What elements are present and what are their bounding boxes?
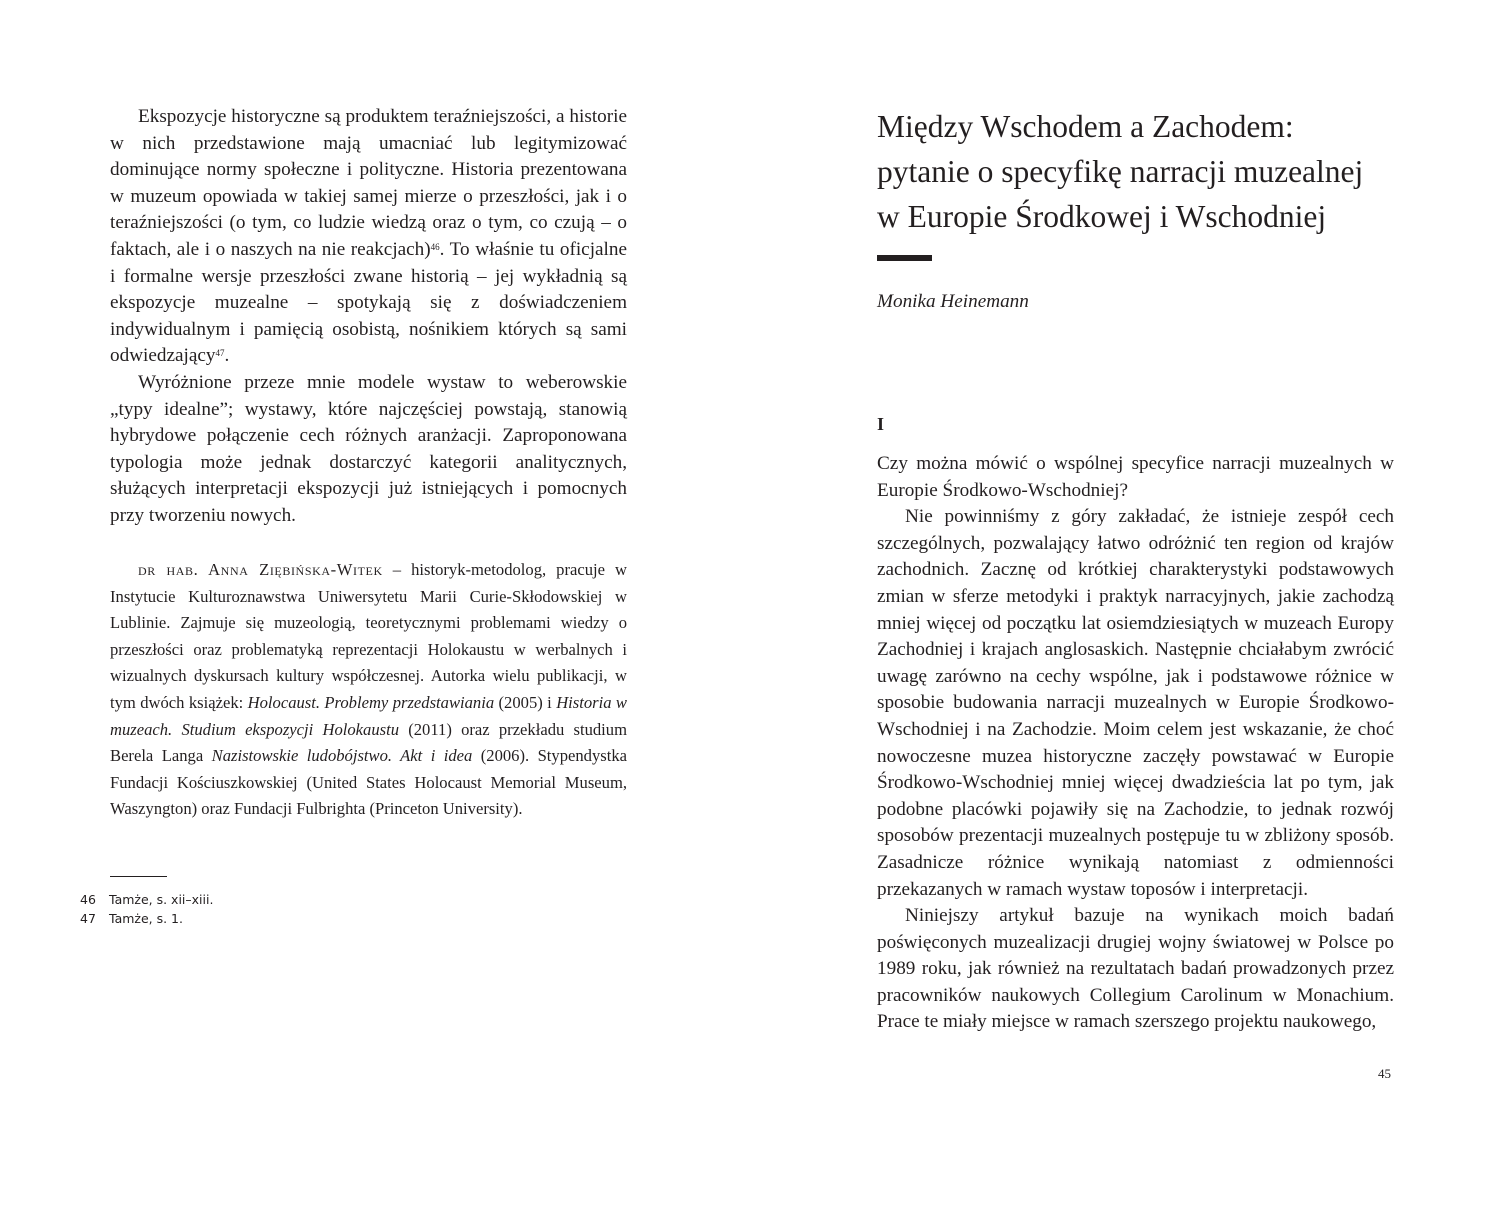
left-paragraph-2: Wyróżnione przeze mnie modele wystaw to weberowskie „typy idealne”; wystawy, które najczęściej powstają, stanowią hybrydowe połączenie cech różnych aranżacji. Zaproponowana typologia może jednak dostarczyć kategorii analitycznych, służących interpretacji ekspozycji już istniejących i pomocnych przy tworzeniu nowych. — [110, 371, 627, 526]
footnote-ref-46[interactable]: 46 — [430, 241, 440, 252]
title-rule — [877, 255, 932, 261]
left-paragraph-1 — [110, 104, 627, 370]
footnote-separator — [110, 876, 167, 877]
chapter-title-line-3: w Europie Środkowej i Wschodniej — [877, 199, 1327, 234]
footnote-47 — [80, 909, 580, 928]
bio-text-2: (2005) i — [494, 692, 557, 712]
footnote-ref-47[interactable]: 47 — [215, 348, 225, 359]
left-body-text — [110, 104, 627, 530]
chapter-author: Monika Heinemann — [877, 291, 1029, 312]
left-paragraph-1-part-2: . To właśnie tu oficjalne i formalne wersje przeszłości zwane historią – jej wykładnią są ekspozycje muzealne – spotykają się z doświadczeniem indywidualnym i pamięcią osobistą, nośnikiem których są sami odwiedzający — [110, 238, 627, 367]
book-title-1: Holocaust. Problemy przedstawiania — [247, 692, 495, 712]
bio-author-name: dr hab. Anna Ziębińska-Witek — [138, 560, 383, 579]
chapter-title-line-2: pytanie o specyfikę narracji muzealnej — [877, 154, 1364, 189]
bio-text-4: (2006). Stypendystka Fundacji Kościuszkowskiej (United States Holocaust Memorial Museum, Waszyngton) oraz Fundacji Fulbrighta (Princeton University). — [110, 746, 628, 819]
book-title-2: Historia w muzeach. Studium ekspozycji Holokaustu — [110, 692, 627, 739]
right-paragraph-1: Czy można mówić o wspólnej specyfice narracji muzealnych w Europie Środkowo-Wschodniej? — [877, 453, 1394, 501]
author-bio-note — [110, 557, 627, 823]
page-number: 45 — [1378, 1066, 1391, 1081]
footnote-number: 46 — [80, 892, 96, 907]
bio-text-1: – historyk-metodolog, pracuje w Instytucie Kulturoznawstwa Uniwersytetu Marii Curie-Skłodowskiej w Lublinie. Zajmuje się muzeologią, teoretycznymi problemami wiedzy o przeszłości oraz problematyką reprezentacji Holokaustu w werbalnych i wizualnych dyskursach kultury współczesnej. Autorka wielu publikacji, w tym dwóch książek: — [110, 560, 628, 712]
book-title-3: Nazistowskie ludobójstwo. Akt i idea — [211, 746, 473, 766]
footnote-text: Tamże, s. 1. — [109, 911, 183, 926]
footnote-number: 47 — [80, 911, 96, 926]
left-paragraph-1-end: . — [224, 345, 230, 367]
footnote-46 — [80, 890, 580, 909]
footnotes — [80, 890, 580, 928]
right-page — [750, 0, 1500, 1212]
chapter-title-line-1: Między Wschodem a Zachodem: — [877, 109, 1294, 144]
right-paragraph-3: Niniejszy artykuł bazuje na wynikach moich badań poświęconych muzealizacji drugiej wojny światowej w Polsce po 1989 roku, jak również na rezultatach badań prowadzonych przez pracowników naukowych Collegium Carolinum w Monachium. Prace te miały miejsce w ramach szerszego projektu naukowego, — [877, 905, 1394, 1033]
footnote-text: Tamże, s. xii–xiii. — [109, 892, 214, 907]
right-body-text — [877, 451, 1394, 1036]
right-paragraph-2: Nie powinniśmy z góry zakładać, że istnieje zespół cech szczególnych, pozwalający łatwo odróżnić ten region od krajów zachodnich. Zacznę od krótkiej charakterystyki podstawowych zmian w sferze metodyki i praktyk narracyjnych, jakie zachodzą mniej więcej od początku lat osiemdziesiątych w muzeach Europy Zachodniej i krajach anglosaskich. Następnie chciałabym zwrócić uwagę zarówno na cechy wspólne, jak i podstawowe różnice w sposobie budowania narracji muzealnych w Europie Środkowo-Wschodniej i na Zachodzie. Moim celem jest wskazanie, że choć nowoczesne muzea historyczne zaczęły powstawać w Europie Środkowo-Wschodniej mniej więcej dwadzieścia lat po tym, jak podobne placówki pojawiły się na Zachodzie, to jednak rozwój sposobów prezentacji muzealnych postępuje tu w zbliżony sposób. Zasadnicze różnice wynikają natomiast z odmienności przekazanych w ramach wystaw toposów i interpretacji. — [877, 506, 1394, 900]
left-paragraph-1-part-1: Ekspozycje historyczne są produktem teraźniejszości, a historie w nich przedstawione mają umacniać lub legitymizować dominujące normy społeczne i polityczne. Historia prezentowana w muzeum opowiada w takiej samej mierze o przeszłości, jak i o teraźniejszości (o tym, co ludzie wiedzą oraz o tym, co czują – o faktach, ale i o naszych na nie reakcjach) — [110, 106, 627, 260]
section-number: I — [877, 414, 885, 434]
bio-text-3: (2011) oraz przekładu studium Berela Langa — [110, 719, 627, 766]
chapter-title — [877, 104, 1397, 239]
